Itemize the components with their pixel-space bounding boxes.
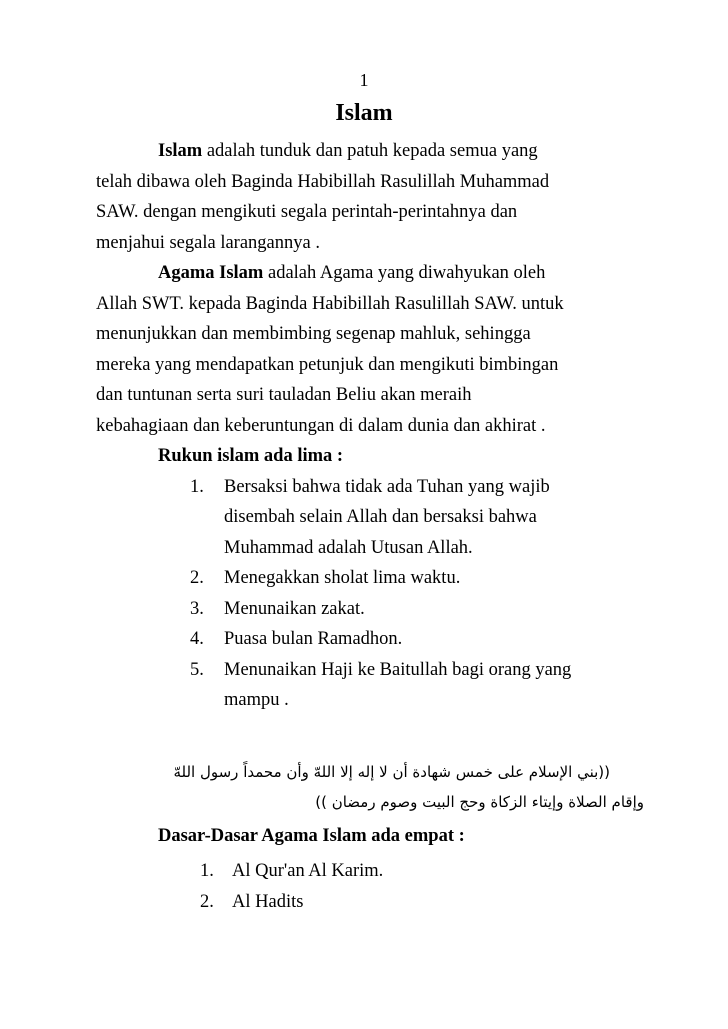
list-item-line: Menunaikan zakat. [224, 598, 365, 619]
list-item [190, 594, 656, 625]
list-item-line: Bersaksi bahwa tidak ada Tuhan yang wajib [224, 476, 550, 497]
definition-agama-line1: adalah Agama yang diwahyukan oleh [263, 263, 546, 283]
list-item-line: Menegakkan sholat lima waktu. [224, 568, 461, 588]
list-number: 1. [190, 476, 204, 497]
list-number: 2. [190, 568, 204, 588]
term-agama-islam: Agama Islam [158, 263, 264, 283]
list-item-line: Puasa bulan Ramadhon. [224, 629, 403, 649]
list-number: 4. [190, 629, 204, 649]
list-item-label: Al Qur'an Al Karim. [232, 861, 384, 881]
definition-islam-line4: menjahui segala larangannya . [96, 232, 320, 253]
definition-agama-line5: dan tuntunan serta suri tauladan Beliu akan meraih [96, 385, 472, 405]
list-number: 5. [190, 659, 204, 680]
hadith-line-1: ((بني الإسلام على خمس شهادة أن لا إله إلا اللهّ وأن محمداً رسول اللهّ [173, 763, 610, 781]
definition-islam-line3: SAW. dengan mengikuti segala perintah-perintahnya dan [96, 202, 518, 222]
definition-agama-islam [96, 258, 656, 441]
sources-list [200, 856, 383, 917]
definition-agama-line4: mereka yang mendapatkan petunjuk dan mengikuti bimbingan [96, 354, 559, 375]
definition-agama-line6: kebahagiaan dan keberuntungan di dalam dunia dan akhirat . [96, 415, 546, 436]
list-item-line: disembah selain Allah dan bersaksi bahwa [224, 507, 537, 527]
sources-heading: Dasar-Dasar Agama Islam ada empat : [158, 826, 465, 846]
list-number: 2. [200, 891, 214, 912]
list-number: 1. [200, 861, 214, 881]
pillars-heading: Rukun islam ada lima : [158, 446, 344, 466]
definition-islam-line1: adalah tunduk dan patuh kepada semua yang [202, 141, 538, 161]
list-item [200, 856, 383, 887]
list-item [190, 624, 656, 655]
list-item-label: Al Hadits [232, 891, 304, 912]
pillars-list [96, 472, 656, 716]
document-body [96, 136, 656, 716]
list-item-line: Muhammad adalah Utusan Allah. [224, 537, 473, 558]
definition-agama-line3: menunjukkan dan membimbing segenap mahluk, sehingga [96, 324, 531, 344]
term-islam: Islam [158, 141, 203, 161]
definition-islam-line2: telah dibawa oleh Baginda Habibillah Rasulillah Muhammad [96, 171, 550, 192]
page-title: Islam [335, 100, 393, 126]
list-number: 3. [190, 598, 204, 619]
hadith-line-2: وإقام الصلاة وإيتاء الزكاة وحج البيت وصوم رمضان )) [315, 793, 644, 811]
list-item [190, 563, 656, 594]
definition-agama-line2: Allah SWT. kepada Baginda Habibillah Rasulillah SAW. untuk [96, 293, 564, 314]
list-item [190, 472, 656, 564]
list-item [190, 655, 656, 716]
page-number: 1 [359, 70, 369, 90]
list-item-line: Menunaikan Haji ke Baitullah bagi orang yang [224, 659, 572, 680]
list-item-line: mampu . [224, 690, 289, 710]
list-item [200, 887, 383, 918]
definition-islam [96, 136, 656, 258]
